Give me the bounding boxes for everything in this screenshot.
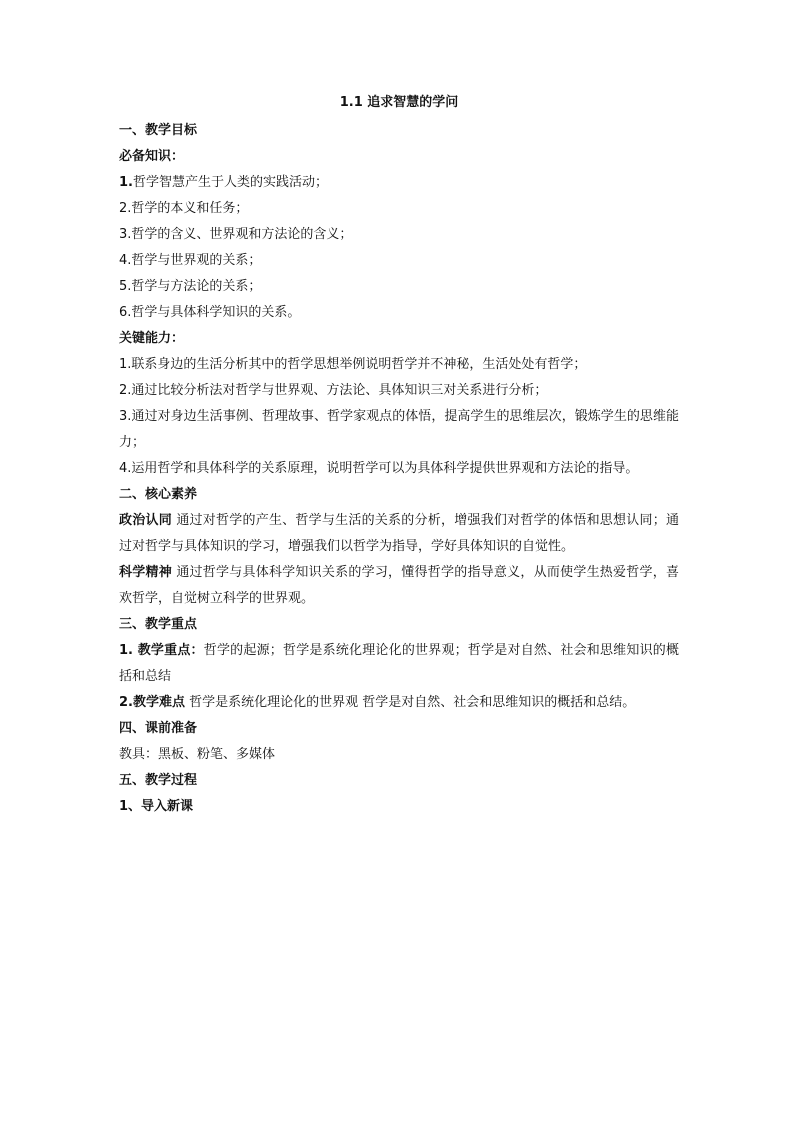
list-item — [119, 274, 679, 300]
subheading-key-abilities: 关键能力： — [119, 331, 185, 346]
list-number: 1. — [119, 175, 133, 190]
list-text: 哲学的含义、世界观和方法论的含义； — [131, 227, 353, 242]
document-body — [119, 94, 679, 820]
difficult-point-text: 哲学是系统化理论化的世界观 哲学是对自然、社会和思维知识的概括和总结。 — [189, 695, 636, 710]
key-point-text: 哲学的起源；哲学是系统化理论化的世界观；哲学是对自然、社会和思维知识的概括和总结 — [119, 643, 679, 684]
difficult-point-label: 2.教学难点 — [119, 695, 185, 710]
list-item — [119, 300, 679, 326]
list-item — [119, 248, 679, 274]
political-identity-label: 政治认同 — [119, 513, 172, 528]
list-number: 6. — [119, 305, 132, 320]
ability-item-1: 1.联系身边的生活分析其中的哲学思想举例说明哲学并不神秘，生活处处有哲学； — [119, 357, 587, 372]
list-number: 5. — [119, 279, 132, 294]
section-heading-preparation: 四、课前准备 — [119, 721, 198, 736]
key-point-paragraph — [119, 638, 679, 690]
section-heading-core-literacy: 二、核心素养 — [119, 487, 198, 502]
list-text: 哲学的本义和任务； — [131, 201, 249, 216]
list-number: 4. — [119, 253, 132, 268]
step-introduce-lesson: 1、导入新课 — [119, 799, 194, 814]
subheading-essential-knowledge: 必备知识： — [119, 149, 185, 164]
list-item — [119, 196, 679, 222]
political-identity-paragraph — [119, 508, 679, 560]
list-text: 哲学与具体科学知识的关系。 — [131, 305, 301, 320]
scientific-spirit-text: 通过哲学与具体科学知识关系的学习，懂得哲学的指导意义，从而使学生热爱哲学，喜欢哲学，自觉树立科学的世界观。 — [119, 565, 679, 606]
key-point-label: 1. 教学重点： — [119, 643, 204, 658]
scientific-spirit-label: 科学精神 — [119, 565, 172, 580]
list-text: 哲学与世界观的关系； — [131, 253, 262, 268]
list-item — [119, 222, 679, 248]
page-title: 1.1 追求智慧的学问 — [339, 95, 459, 110]
difficult-point-paragraph — [119, 690, 679, 716]
scientific-spirit-paragraph — [119, 560, 679, 612]
section-heading-key-points: 三、教学重点 — [119, 617, 198, 632]
political-identity-text: 通过对哲学的产生、哲学与生活的关系的分析，增强我们对哲学的体悟和思想认同；通过对哲学与具体知识的学习，增强我们以哲学为指导，学好具体知识的自觉性。 — [119, 513, 679, 554]
ability-item-2: 2.通过比较分析法对哲学与世界观、方法论、具体知识三对关系进行分析； — [119, 383, 548, 398]
list-number: 2. — [119, 201, 132, 216]
list-number: 3. — [119, 227, 132, 242]
list-text: 哲学与方法论的关系； — [131, 279, 262, 294]
section-heading-objectives: 一、教学目标 — [119, 123, 198, 138]
ability-item-3: 3.通过对身边生活事例、哲理故事、哲学家观点的体悟，提高学生的思维层次，锻炼学生的思维能力； — [119, 409, 679, 450]
list-text: 哲学智慧产生于人类的实践活动； — [132, 175, 328, 190]
list-item — [119, 170, 679, 196]
ability-item-4: 4.运用哲学和具体科学的关系原理，说明哲学可以为具体科学提供世界观和方法论的指导。 — [119, 461, 639, 476]
teaching-tools: 教具：黑板、粉笔、多媒体 — [119, 747, 276, 762]
section-heading-process: 五、教学过程 — [119, 773, 198, 788]
